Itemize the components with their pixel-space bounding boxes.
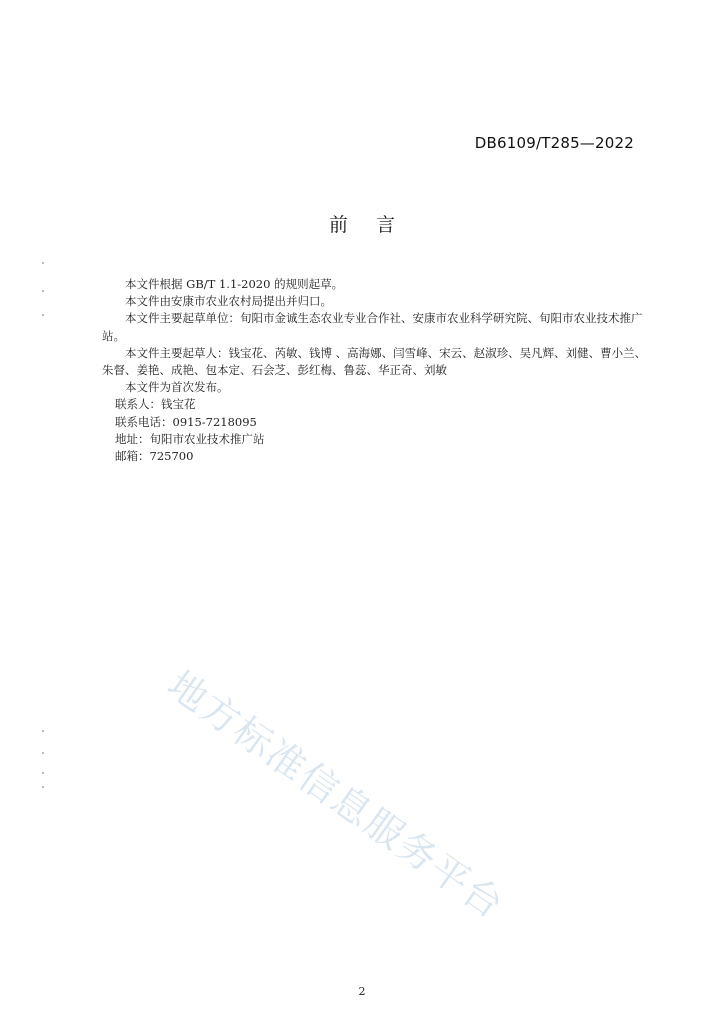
contact-phone: 联系电话：0915-7218095 <box>115 414 257 429</box>
contact-person: 联系人：钱宝花 <box>115 397 196 412</box>
paragraph: 本文件由安康市农业农村局提出并归口。 <box>125 294 332 309</box>
margin-mark <box>42 730 44 732</box>
watermark: 地方标准信息服务平台 <box>159 662 513 928</box>
margin-mark <box>42 262 44 264</box>
page-number: 2 <box>358 985 366 998</box>
contact-address: 地址：旬阳市农业技术推广站 <box>115 431 265 446</box>
document-body <box>102 276 652 465</box>
margin-mark <box>42 752 44 754</box>
margin-mark <box>42 290 44 292</box>
margin-mark <box>42 314 44 316</box>
paragraph: 本文件主要起草人：钱宝花、芮敏、钱博 、高海娜、闫雪峰、宋云、赵淑珍、吴凡辉、刘健、曹小兰、朱督、姜艳、成艳、包本定、石会芝、彭红梅、鲁蕊、华正奇、刘敏 <box>102 345 647 378</box>
document-code: DB6109/T285—2022 <box>474 134 634 152</box>
paragraph: 本文件为首次发布。 <box>125 380 229 395</box>
margin-mark <box>42 772 44 774</box>
paragraph: 本文件根据 GB/T 1.1-2020 的规则起草。 <box>125 277 344 291</box>
contact-postcode: 邮箱：725700 <box>115 449 194 464</box>
paragraph: 本文件主要起草单位：旬阳市金诚生态农业专业合作社、安康市农业科学研究院、旬阳市农业技术推广站。 <box>102 311 643 343</box>
page-title: 前言 <box>328 214 423 236</box>
margin-mark <box>42 786 44 788</box>
